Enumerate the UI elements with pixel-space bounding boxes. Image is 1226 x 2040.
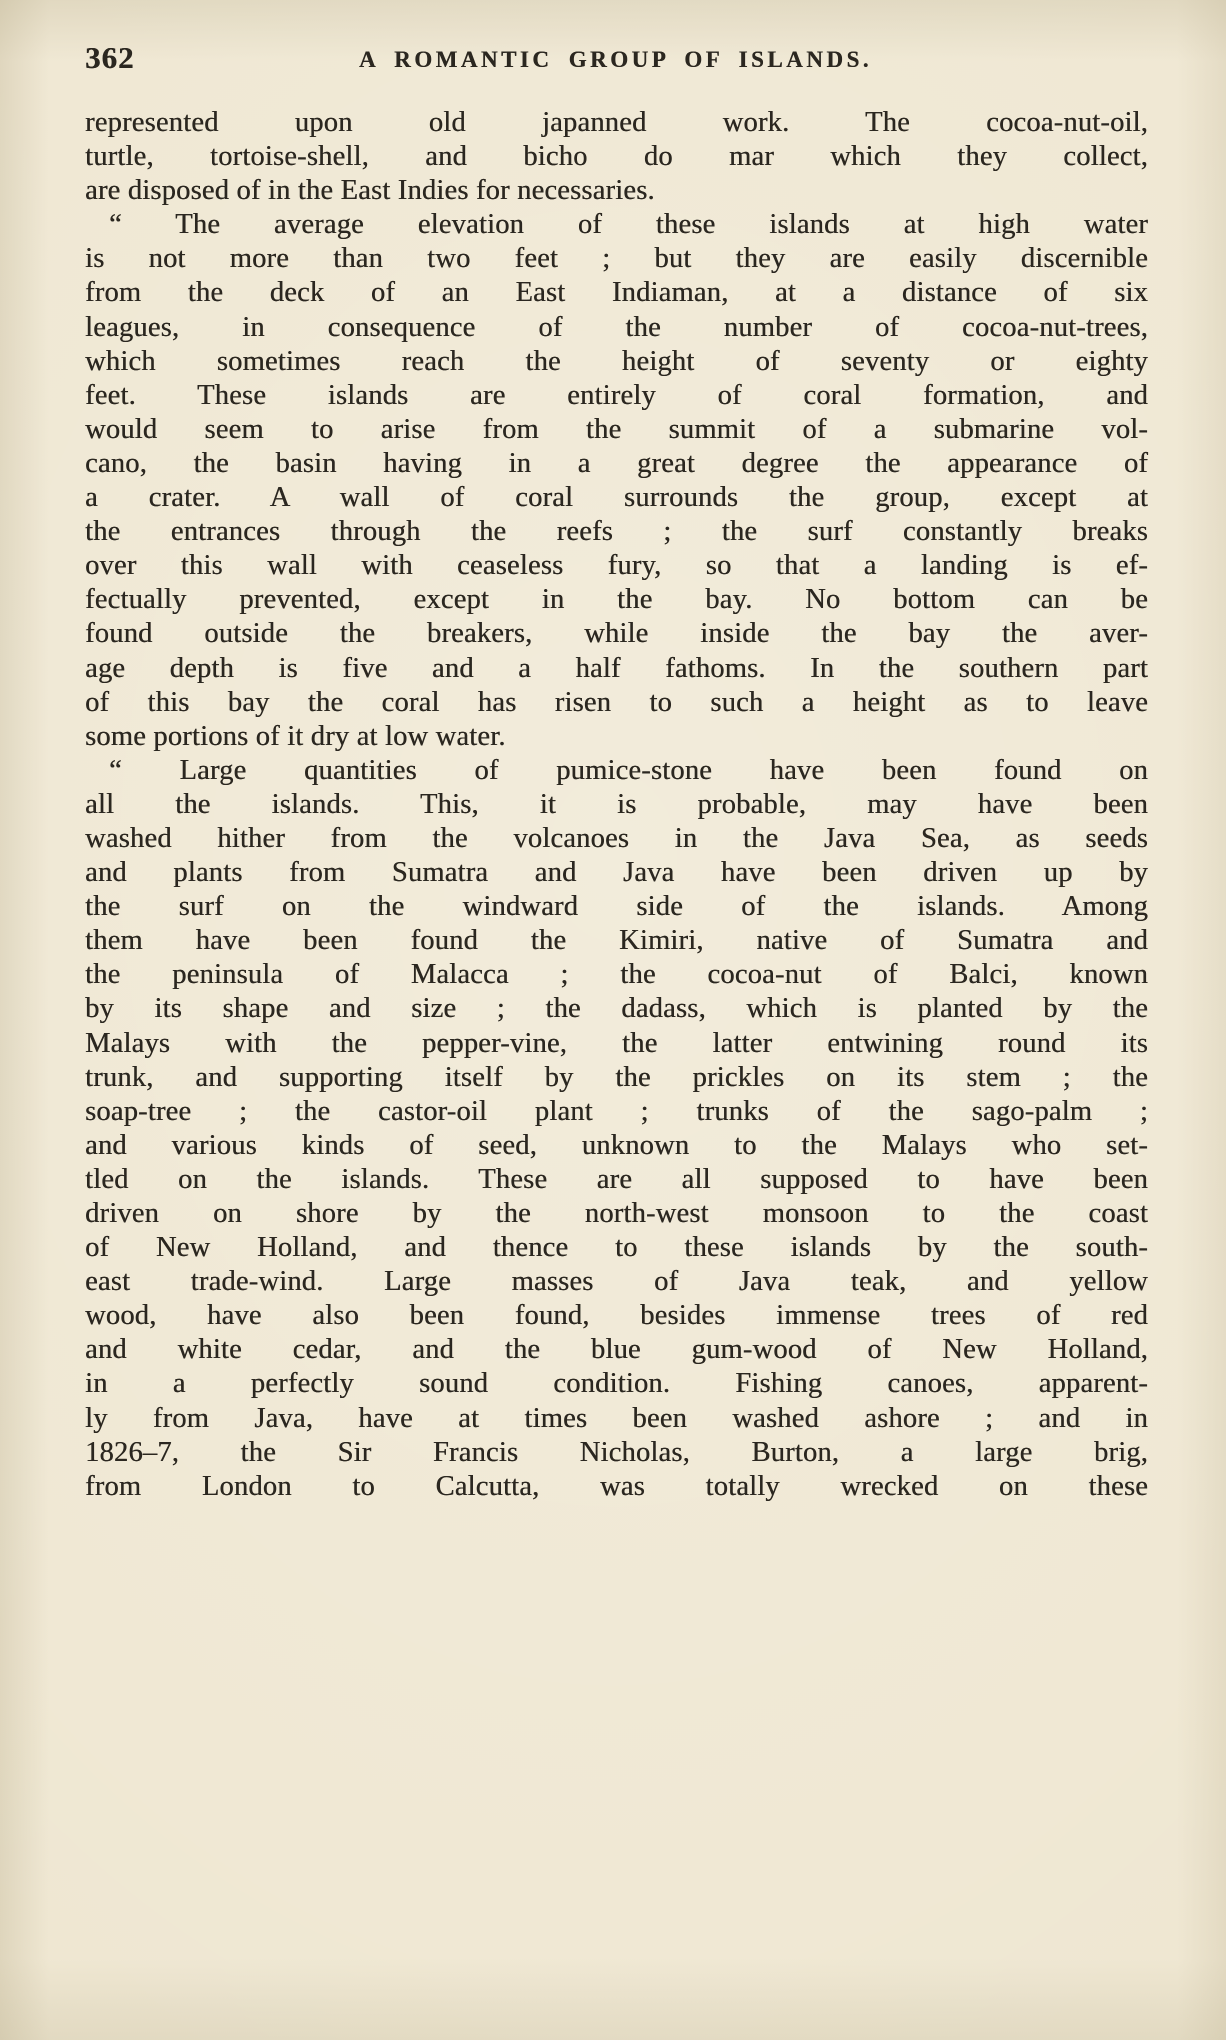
text-line: is not more than two feet ; but they are easily discernible: [85, 243, 1148, 275]
text-line: cano, the basin having in a great degree the appearance of: [85, 447, 1148, 479]
text-line: by its shape and size ; the dadass, which is planted by the: [85, 993, 1148, 1025]
page-header: [85, 40, 1146, 84]
text-line: “ Large quantities of pumice-stone have been found on: [109, 754, 1148, 786]
text-line: all the islands. This, it is probable, may have been: [85, 788, 1148, 820]
text-line: leagues, in consequence of the number of cocoa-nut-trees,: [85, 311, 1148, 343]
text-line: turtle, tortoise-shell, and bicho do mar which they collect,: [85, 141, 1148, 173]
running-title: A ROMANTIC GROUP OF ISLANDS.: [359, 47, 872, 72]
text-line: and various kinds of seed, unknown to the Malays who set-: [85, 1129, 1148, 1161]
text-line: a crater. A wall of coral surrounds the group, except at: [85, 482, 1148, 514]
text-line: trunk, and supporting itself by the prickles on its stem ; the: [85, 1061, 1148, 1093]
text-line: are disposed of in the East Indies for necessaries.: [85, 175, 655, 207]
text-line: over this wall with ceaseless fury, so that a landing is ef-: [85, 550, 1148, 582]
text-line: of this bay the coral has risen to such a height as to leave: [85, 686, 1148, 718]
text-line: represented upon old japanned work. The cocoa-nut-oil,: [85, 107, 1148, 138]
text-line: the surf on the windward side of the islands. Among: [85, 891, 1148, 923]
text-line: of New Holland, and thence to these islands by the south-: [85, 1232, 1148, 1264]
text-line: 1826–7, the Sir Francis Nicholas, Burton, a large brig,: [85, 1436, 1148, 1468]
text-line: in a perfectly sound condition. Fishing canoes, apparent-: [85, 1368, 1148, 1400]
text-line: and plants from Sumatra and Java have been driven up by: [85, 857, 1148, 889]
text-line: “ The average elevation of these islands at high water: [109, 209, 1148, 241]
page-number: 362: [85, 40, 135, 75]
text-line: from the deck of an East Indiaman, at a distance of six: [85, 277, 1148, 309]
text-line: soap-tree ; the castor-oil plant ; trunks of the sago-palm ;: [85, 1095, 1148, 1127]
text-line: ly from Java, have at times been washed ashore ; and in: [85, 1402, 1148, 1434]
text-line: wood, have also been found, besides immense trees of red: [85, 1300, 1148, 1332]
text-line: which sometimes reach the height of seventy or eighty: [85, 345, 1148, 377]
text-line: found outside the breakers, while inside the bay the aver-: [85, 618, 1148, 650]
text-line: east trade-wind. Large masses of Java teak, and yellow: [85, 1266, 1148, 1298]
text-line: some portions of it dry at low water.: [85, 720, 506, 752]
text-line: would seem to arise from the summit of a submarine vol-: [85, 413, 1148, 445]
text-line: the peninsula of Malacca ; the cocoa-nut of Balci, known: [85, 959, 1148, 991]
text-line: driven on shore by the north-west monsoon to the coast: [85, 1198, 1148, 1229]
text-line: them have been found the Kimiri, native of Sumatra and: [85, 925, 1148, 957]
text-line: age depth is five and a half fathoms. In the southern part: [85, 652, 1148, 684]
text-line: feet. These islands are entirely of coral formation, and: [85, 379, 1148, 411]
text-line: fectually prevented, except in the bay. No bottom can be: [85, 584, 1148, 616]
text-line: from London to Calcutta, was totally wrecked on these: [85, 1470, 1148, 1502]
text-line: and white cedar, and the blue gum-wood of New Holland,: [85, 1334, 1148, 1366]
text-line: washed hither from the volcanoes in the Java Sea, as seeds: [85, 822, 1148, 854]
paragraph: [85, 106, 1148, 208]
paragraph: [85, 754, 1148, 1504]
text-line: tled on the islands. These are all supposed to have been: [85, 1163, 1148, 1195]
text-line: Malays with the pepper-vine, the latter entwining round its: [85, 1027, 1148, 1059]
text-line: the entrances through the reefs ; the surf constantly breaks: [85, 516, 1148, 548]
paragraph: [85, 208, 1148, 754]
page-body: [85, 106, 1148, 1504]
